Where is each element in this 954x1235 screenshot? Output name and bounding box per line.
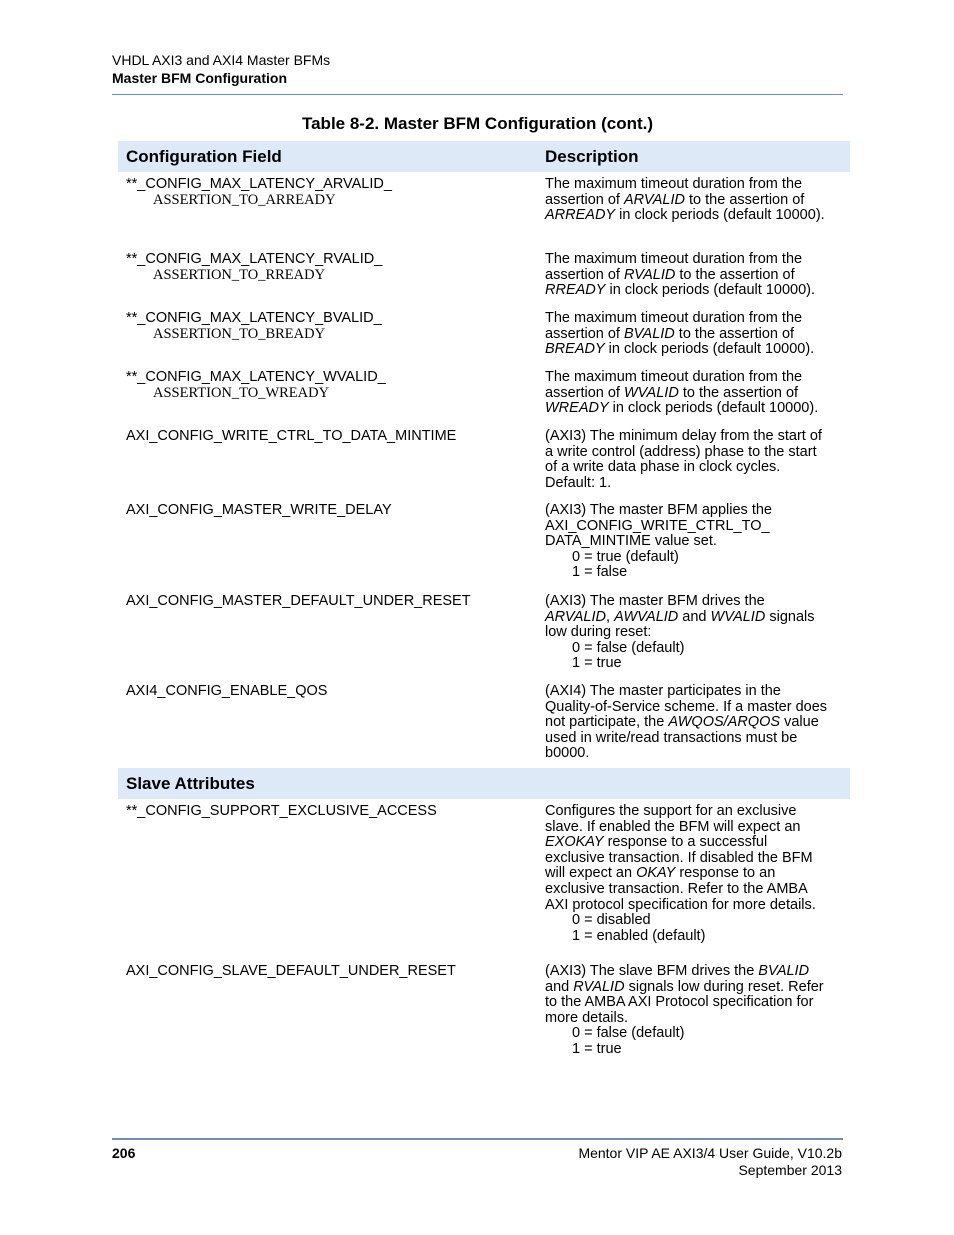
footer-info	[578, 1145, 842, 1179]
table-row	[118, 503, 850, 594]
header-rule	[112, 94, 843, 95]
config-field: **_CONFIG_MAX_LATENCY_ARVALID_ ASSERTION_TO_ARREADY	[126, 176, 392, 208]
table-row	[118, 594, 850, 684]
config-description: (AXI3) The slave BFM drives the BVALID and RVALID signals low during reset. Refer to the AMBA AXI Protocol specification for more details. 0 = false (default) 1 = true	[545, 963, 824, 1057]
table-row	[118, 964, 850, 1064]
config-description: (AXI3) The minimum delay from the start of a write control (address) phase to the start of a write data phase in clock cycles. Default: 1.	[545, 428, 822, 491]
config-description: (AXI4) The master participates in the Quality-of-Service scheme. If a master does not participate, the AWQOS/ARQOS value used in write/read transactions must be b0000.	[545, 683, 828, 762]
config-field: AXI_CONFIG_MASTER_DEFAULT_UNDER_RESET	[126, 593, 471, 609]
column-header-description: Description	[545, 146, 639, 166]
config-description: (AXI3) The master BFM applies the AXI_CONFIG_WRITE_CTRL_TO_ DATA_MINTIME value set. 0 = true (default) 1 = false	[545, 502, 772, 581]
table-row	[118, 429, 850, 503]
config-description: Configures the support for an exclusive slave. If enabled the BFM will expect an EXOKAY response to a successful exclusive transaction. If disabled the BFM will expect an OKAY response to an exclusive transaction. Refer to the AMBA AXI protocol specification for more details. 0 = disabled 1 = enabled (default)	[545, 803, 816, 944]
table-header-row	[118, 141, 850, 172]
header-chapter: VHDL AXI3 and AXI4 Master BFMs	[112, 52, 331, 68]
publication-date: September 2013	[738, 1162, 842, 1178]
config-description: The maximum timeout duration from the assertion of BVALID to the assertion of BREADY in clock periods (default 10000).	[545, 310, 815, 358]
config-field: **_CONFIG_MAX_LATENCY_WVALID_ ASSERTION_TO_WREADY	[126, 369, 386, 401]
config-field: **_CONFIG_MAX_LATENCY_RVALID_ ASSERTION_TO_RREADY	[126, 251, 383, 283]
section-header-slave-attributes: Slave Attributes	[118, 768, 850, 799]
table-title: Table 8-2. Master BFM Configuration (cont.)	[301, 114, 654, 133]
table-row	[118, 311, 850, 370]
config-description: (AXI3) The master BFM drives the ARVALID, AWVALID and WVALID signals low during reset: 0 = false (default) 1 = true	[545, 593, 815, 672]
table-row	[118, 252, 850, 311]
footer-rule	[112, 1138, 843, 1140]
config-description: The maximum timeout duration from the assertion of ARVALID to the assertion of ARREADY in clock periods (default 10000).	[545, 176, 825, 224]
config-table	[118, 141, 850, 1064]
header-section: Master BFM Configuration	[112, 70, 287, 86]
config-field: AXI4_CONFIG_ENABLE_QOS	[126, 683, 328, 699]
config-field: AXI_CONFIG_SLAVE_DEFAULT_UNDER_RESET	[126, 963, 456, 979]
config-field: **_CONFIG_MAX_LATENCY_BVALID_ ASSERTION_TO_BREADY	[126, 310, 382, 342]
config-field: AXI_CONFIG_WRITE_CTRL_TO_DATA_MINTIME	[126, 428, 457, 444]
column-header-field: Configuration Field	[126, 146, 282, 166]
guide-title: Mentor VIP AE AXI3/4 User Guide, V10.2b	[578, 1145, 842, 1161]
config-description: The maximum timeout duration from the assertion of WVALID to the assertion of WREADY in clock periods (default 10000).	[545, 369, 819, 417]
running-header	[112, 52, 843, 88]
config-field: AXI_CONFIG_MASTER_WRITE_DELAY	[126, 502, 392, 518]
table-row	[118, 370, 850, 429]
table-row	[118, 172, 850, 252]
config-description: The maximum timeout duration from the assertion of RVALID to the assertion of RREADY in clock periods (default 10000).	[545, 251, 816, 299]
config-field: **_CONFIG_SUPPORT_EXCLUSIVE_ACCESS	[126, 803, 437, 819]
page-number: 206	[112, 1145, 136, 1161]
table-row	[118, 684, 850, 768]
table-row	[118, 799, 850, 964]
